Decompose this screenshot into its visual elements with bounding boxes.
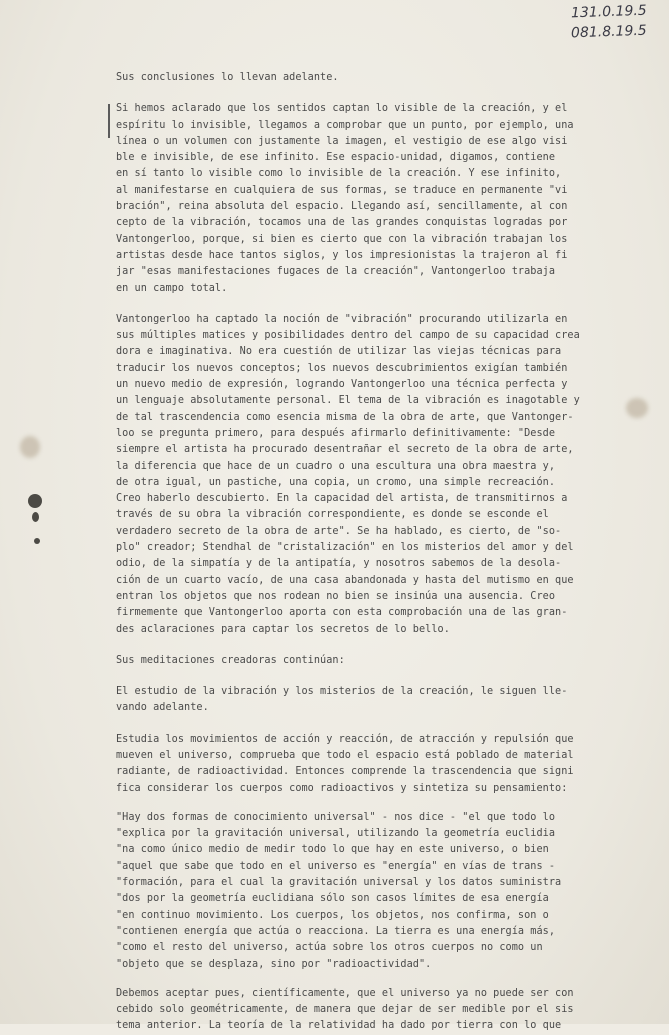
text-line: al manifestarse en cualquiera de sus formas, se traduce en permanente "vi <box>116 184 568 196</box>
paragraph <box>116 653 628 669</box>
text-line: sus múltiples matices y posibilidades dentro del campo de su capacidad crea <box>116 330 580 342</box>
text-line: jar "esas manifestaciones fugaces de la creación", Vantongerloo trabaja <box>116 266 556 278</box>
text-line: ble e invisible, de ese infinito. Ese espacio-unidad, digamos, contiene <box>116 152 556 164</box>
paragraph <box>116 101 628 297</box>
text-line: "aquel que sabe que todo en el universo es "energía" en vías de trans - <box>116 860 556 872</box>
text-line: Creo haberlo descubierto. En la capacidad del artista, de transmitirnos a <box>116 493 568 505</box>
text-line: de tal trascendencia como esencia misma de la obra de arte, que Vantonger- <box>116 411 574 423</box>
paper-stain <box>20 436 40 458</box>
text-line: Sus conclusiones lo llevan adelante. <box>116 72 339 83</box>
text-line: "na como único medio de medir todo lo que hay en este universo, o bien <box>116 844 549 856</box>
text-line: odio, de la simpatía y de la antipatía, y nosotros sabemos de la desola- <box>116 558 562 570</box>
text-line: mueven el universo, comprueba que todo el espacio está poblado de material <box>116 749 574 761</box>
margin-mark <box>108 104 110 138</box>
text-line: verdadero secreto de la obra de arte". Se ha hablado, es cierto, de "so- <box>116 525 562 537</box>
text-line: Estudia los movimientos de acción y reacción, de atracción y repulsión que <box>116 733 574 745</box>
text-line: Vantongerloo ha captado la noción de "vibración" procurando utilizarla en <box>116 313 568 325</box>
paragraph <box>116 312 628 638</box>
text-line: la diferencia que hace de un cuadro o una escultura una obra maestra y, <box>116 460 556 472</box>
text-line: línea o un volumen con justamente la imagen, el vestigio de ese algo visi <box>116 135 568 147</box>
punch-hole <box>28 494 42 508</box>
text-line: Debemos aceptar pues, científicamente, que el universo ya no puede ser con <box>116 987 574 999</box>
text-line: dora e imaginativa. No era cuestión de utilizar las viejas técnicas para <box>116 346 562 358</box>
text-line: artistas desde hace tantos siglos, y los impresionistas la trajeron al fi <box>116 249 568 261</box>
text-line: "explica por la gravitación universal, utilizando la geometría euclidia <box>116 828 556 840</box>
text-line: siempre el artista ha procurado desentrañar el secreto de la obra de arte, <box>116 444 574 456</box>
paragraph <box>116 684 628 717</box>
text-line: cebido solo geométricamente, de manera que dejar de ser medible por el sis <box>116 1004 574 1016</box>
text-line: ción de un cuarto vacío, de una casa abandonada y hasta del mutismo en que <box>116 574 574 586</box>
text-line: bración", reina absoluta del espacio. Llegando así, sencillamente, al con <box>116 201 568 213</box>
text-line: firmemente que Vantongerloo aporta con esta comprobación una de las gran- <box>116 607 568 619</box>
archive-reference <box>571 2 647 42</box>
text-line: vando adelante. <box>116 702 209 714</box>
punch-hole <box>34 538 40 544</box>
archive-reference-line: 131.0.19.5 <box>571 2 648 22</box>
text-line: traducir los nuevos conceptos; los nuevos descubrimientos exigían también <box>116 362 568 374</box>
paragraph <box>116 70 628 86</box>
text-line: en sí tanto lo visible como lo invisible de la creación. Y ese infinito, <box>116 168 562 180</box>
text-line: "en continuo movimiento. Los cuerpos, los objetos, nos confirma, son o <box>116 909 549 921</box>
paper-stain <box>626 398 648 418</box>
text-line: Si hemos aclarado que los sentidos captan lo visible de la creación, y el <box>116 103 568 115</box>
text-line: "Hay dos formas de conocimiento universal" - nos dice - "el que todo lo <box>116 811 556 823</box>
text-line: espíritu lo invisible, llegamos a comprobar que un punto, por ejemplo, una <box>116 119 574 131</box>
text-line: un nuevo medio de expresión, logrando Vantongerloo una técnica perfecta y <box>116 379 568 391</box>
text-line: en un campo total. <box>116 282 228 294</box>
archive-reference-line: 081.8.19.5 <box>571 22 648 42</box>
text-line: entran los objetos que nos rodean no bien se insinúa una ausencia. Creo <box>116 590 556 602</box>
punch-hole <box>32 512 39 522</box>
text-line: loo se pregunta primero, para después afirmarlo definitivamente: "Desde <box>116 427 556 439</box>
text-line: plo" creador; Stendhal de "cristalización" en los misterios del amor y del <box>116 542 574 554</box>
text-line: radiante, de radioactividad. Entonces comprende la trascendencia que signi <box>116 766 574 778</box>
text-line: de otra igual, un pastiche, una copia, un cromo, una simple recreación. <box>116 476 556 488</box>
text-line: des aclaraciones para captar los secretos de lo bello. <box>116 623 450 635</box>
text-line: tema anterior. La teoría de la relatividad ha dado por tierra con lo que <box>116 1020 562 1032</box>
text-line: cepto de la vibración, tocamos una de las grandes conquistas logradas por <box>116 217 568 229</box>
text-line: Sus meditaciones creadoras continúan: <box>116 654 345 666</box>
text-line: "objeto que se desplaza, sino por "radioactividad". <box>116 958 432 970</box>
text-line: Vantongerloo, porque, si bien es cierto que con la vibración trabajan los <box>116 233 568 245</box>
text-line: El estudio de la vibración y los misterios de la creación, le siguen lle- <box>116 686 568 698</box>
text-line: "contienen energía que actúa o reacciona. La tierra es una energía más, <box>116 925 556 937</box>
text-line: través de su obra la vibración correspondiente, es donde se esconde el <box>116 509 549 521</box>
text-line: un lenguaje absolutamente personal. El tema de la vibración es inagotable y <box>116 395 580 407</box>
typed-text <box>116 70 628 1035</box>
paragraph <box>116 986 628 1035</box>
text-line: fica considerar los cuerpos como radioactivos y sintetiza su pensamiento: <box>116 782 568 794</box>
text-line: "dos por la geometría euclidiana sólo son casos límites de esa energía <box>116 893 549 905</box>
paragraph <box>116 732 628 797</box>
text-line: "formación, para el cual la gravitación universal y los datos suministra <box>116 877 562 889</box>
paragraph <box>116 810 628 973</box>
text-line: "como el resto del universo, actúa sobre los otros cuerpos no como un <box>116 942 543 954</box>
